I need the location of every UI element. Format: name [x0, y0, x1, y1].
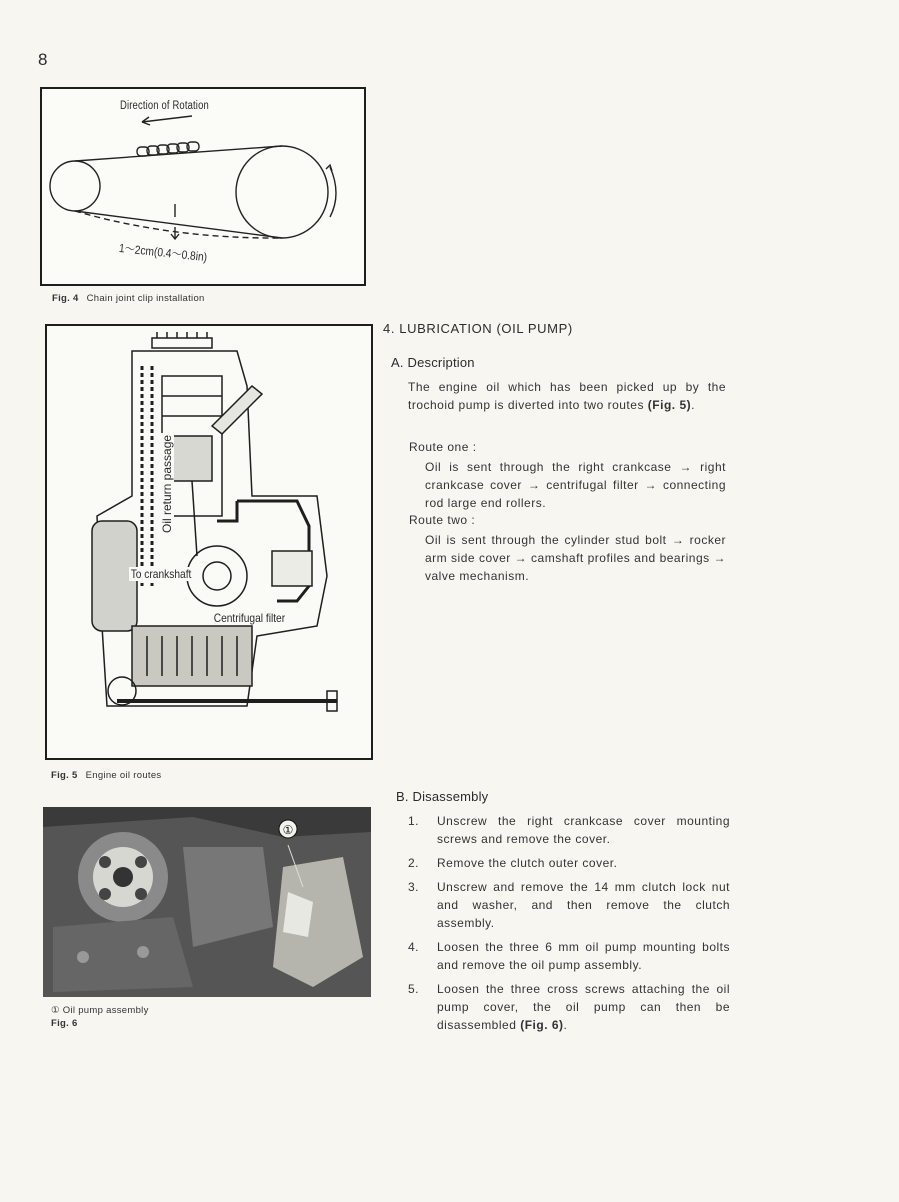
figure-4-chain-diagram [40, 87, 366, 286]
chain-slack-label: 1～2cm(0.4～0.8in) [118, 240, 208, 265]
description-paragraph: The engine oil which has been picked up by the trochoid pump is diverted into two routes (Fig. 5). [408, 380, 726, 412]
oil-pump-callout: ① [282, 823, 294, 837]
figure-6-note: ① Oil pump assembly [51, 1005, 149, 1016]
step-1: 1. Unscrew the right crankcase cover mounting screws and remove the cover. [408, 814, 730, 846]
figure-5-caption-text: Engine oil routes [85, 770, 162, 781]
centrifugal-filter-label: Centrifugal filter [213, 611, 286, 625]
route-one-label: Route one : [409, 440, 477, 454]
figure-4-number: Fig. 4 [52, 293, 79, 304]
direction-of-rotation-label: Direction of Rotation [120, 100, 209, 112]
description-heading: A. Description [391, 355, 475, 370]
figure-6-number: Fig. 6 [51, 1018, 78, 1029]
step-2: 2. Remove the clutch outer cover. [408, 856, 618, 870]
figure-5-engine-oil-routes [45, 324, 373, 760]
oil-pump-photo-drawing [43, 807, 371, 997]
step-4: 4. Loosen the three 6 mm oil pump mounting bolts and remove the oil pump assembly. [408, 940, 730, 972]
section-title: 4. LUBRICATION (OIL PUMP) [383, 321, 573, 336]
oil-return-passage-label: Oil return passage [160, 434, 174, 533]
page-number: 8 [38, 50, 48, 69]
figure-5-caption [51, 770, 161, 781]
description-text: The engine oil which has been picked up by the trochoid pump is diverted into two routes [408, 380, 726, 412]
engine-cutaway-drawing [47, 326, 371, 758]
route-two-text: Oil is sent through the cylinder stud bolt → rocker arm side cover → camshaft profiles and bearings → valve mechanism. [425, 533, 726, 583]
to-crankshaft-label: To crankshaft [130, 567, 192, 581]
disassembly-steps [408, 812, 730, 1040]
description-figure-ref: (Fig. 5) [647, 398, 692, 412]
figure-5-number: Fig. 5 [51, 770, 78, 781]
step-3: 3. Unscrew and remove the 14 mm clutch lock nut and washer, and then remove the clutch assembly. [408, 880, 730, 930]
figure-6-oil-pump-photo [43, 807, 371, 997]
route-two-label: Route two : [409, 513, 476, 527]
figure-4-caption [52, 293, 205, 304]
step-5-figure-ref: (Fig. 6) [520, 1018, 564, 1032]
route-one-text: Oil is sent through the right crankcase → right crankcase cover → centrifugal filter → connecting rod large end rollers. [425, 460, 726, 510]
figure-4-caption-text: Chain joint clip installation [86, 293, 205, 304]
step-5: 5. Loosen the three cross screws attaching the oil pump cover, the oil pump can then be disassembled (Fig. 6). [408, 982, 730, 1032]
disassembly-heading: B. Disassembly [396, 789, 489, 804]
